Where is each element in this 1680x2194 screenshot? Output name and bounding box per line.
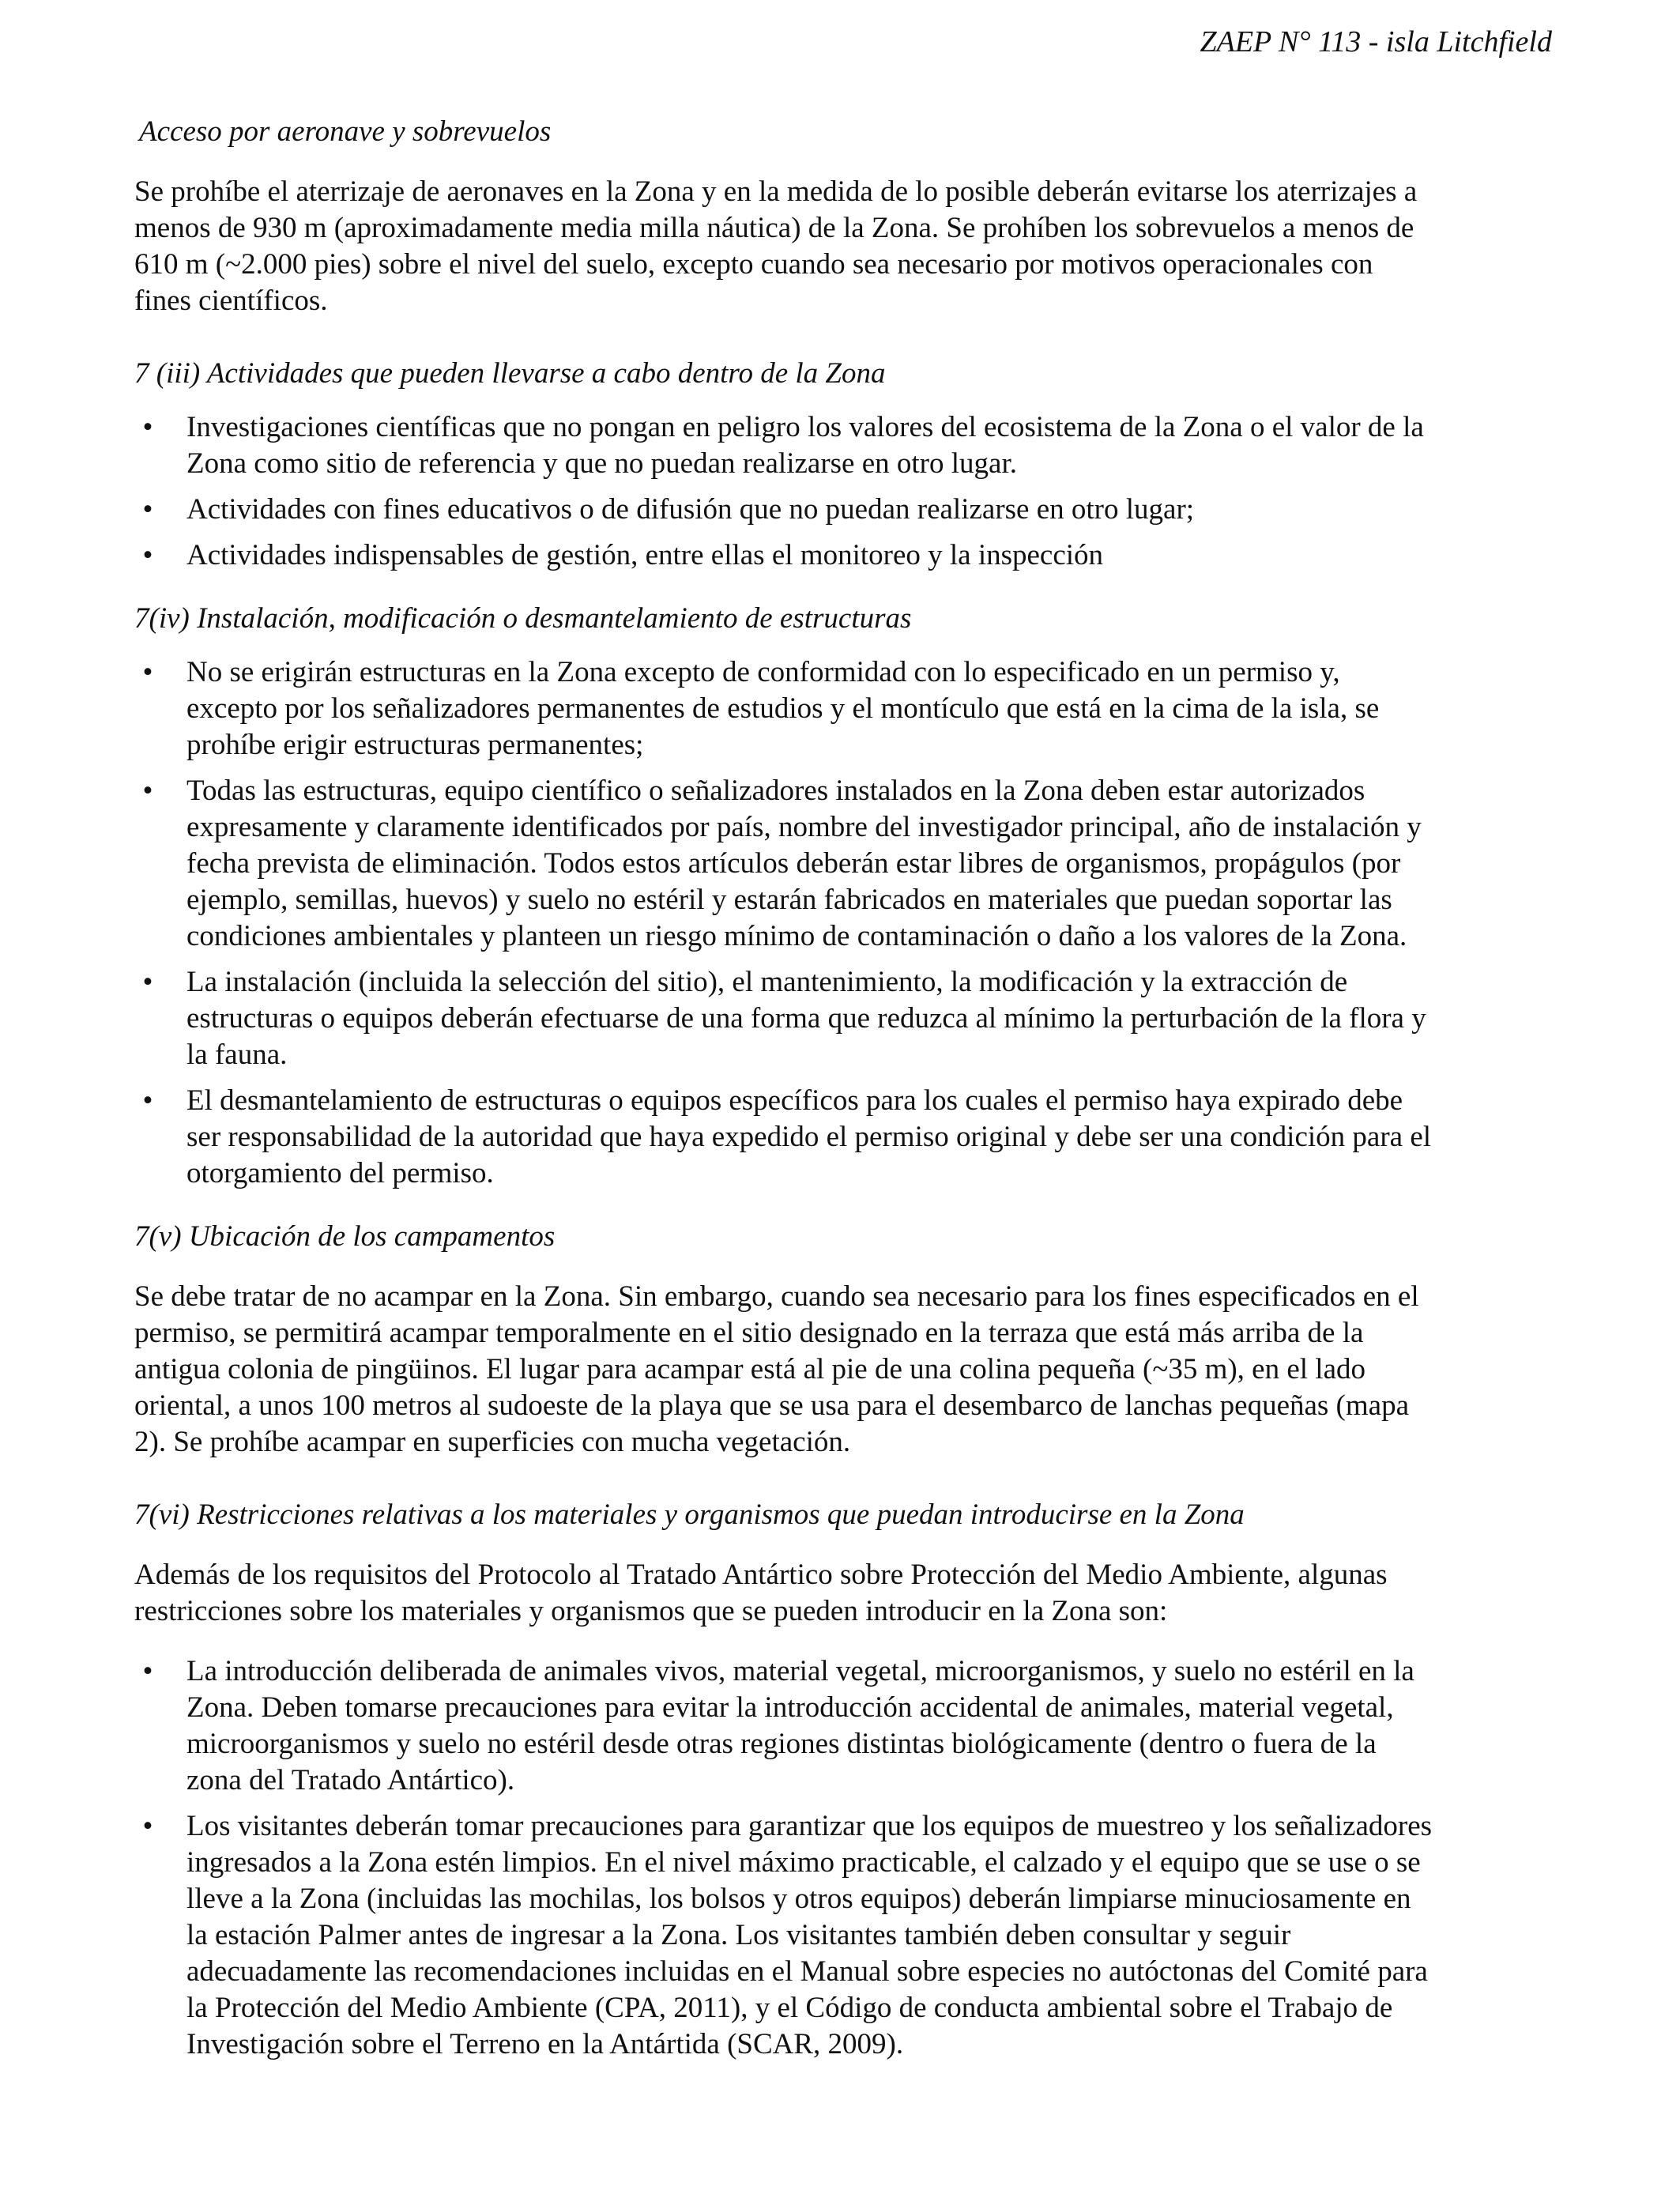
text-line: permiso, se permitirá acampar temporalmente en el sitio designado en la terraza que está más arriba de la [134,1317,1364,1349]
text-line: Investigaciones científicas que no pongan en peligro los valores del ecosistema de la Zona o el valor de la [186,411,1424,443]
text-line: 610 m (~2.000 pies) sobre el nivel del suelo, excepto cuando sea necesario por motivos operacionales con [134,248,1373,281]
text-line: lleve a la Zona (incluidas las mochilas, los bolsos y otros equipos) deberán limpiarse minuciosamente en [186,1883,1411,1915]
heading-aircraft-access: Acceso por aeronave y sobrevuelos [139,115,552,148]
text-line: fecha prevista de eliminación. Todos estos artículos deberán estar libres de organismos, propágulos (por [186,847,1401,880]
list-item [134,409,1549,482]
text-line: 2). Se prohíbe acampar en superficies con mucha vegetación. [134,1426,851,1458]
text-line: ser responsabilidad de la autoridad que haya expedido el permiso original y debe ser una condición para el [186,1121,1432,1153]
heading-camps: 7(v) Ubicación de los campamentos [134,1220,556,1253]
text-line: zona del Tratado Antártico). [186,1764,515,1796]
text-line: Actividades con fines educativos o de difusión que no puedan realizarse en otro lugar; [186,493,1195,526]
text-line: Además de los requisitos del Protocolo al Tratado Antártico sobre Protección del Medio Ambiente, algunas [134,1559,1388,1591]
list-item [134,1653,1549,1799]
paragraph-aircraft-access [134,174,1549,319]
text-line: prohíbe erigir estructuras permanentes; [186,729,644,761]
text-line: ejemplo, semillas, huevos) y suelo no estéril y estarán fabricados en materiales que puedan soportar las [186,884,1392,916]
text-line: restricciones sobre los materiales y organismos que se pueden introducir en la Zona son: [134,1595,1168,1627]
heading-materials: 7(vi) Restricciones relativas a los materiales y organismos que puedan introducirse en la Zona [134,1498,1245,1531]
text-line: El desmantelamiento de estructuras o equipos específicos para los cuales el permiso haya expirado debe [186,1084,1403,1117]
heading-permitted-activities: 7 (iii) Actividades que pueden llevarse a cabo dentro de la Zona [134,357,886,390]
text-line: Investigación sobre el Terreno en la Antártida (SCAR, 2009). [186,2028,904,2060]
text-line: antigua colonia de pingüinos. El lugar para acampar está al pie de una colina pequeña (~35 m), en el lado [134,1353,1366,1385]
text-line: la estación Palmer antes de ingresar a la Zona. Los visitantes también deben consultar y seguir [186,1919,1291,1951]
list-materials [134,1653,1549,2063]
text-line: estructuras o equipos deberán efectuarse de una forma que reduzca al mínimo la perturbación de la flora y [186,1002,1426,1035]
text-line: condiciones ambientales y planteen un riesgo mínimo de contaminación o daño a los valores de la Zona. [186,920,1407,952]
text-line: Zona. Deben tomarse precauciones para evitar la introducción accidental de animales, material vegetal, [186,1691,1394,1724]
text-line: La instalación (incluida la selección del sitio), el mantenimiento, la modificación y la extracción de [186,966,1348,998]
text-line: expresamente y claramente identificados por país, nombre del investigador principal, año de instalación y [186,811,1422,843]
text-line: fines científicos. [134,285,328,317]
text-line: la Protección del Medio Ambiente (CPA, 2011), y el Código de conducta ambiental sobre el Trabajo de [186,1992,1393,2024]
bullet-icon: • [142,411,153,443]
bullet-icon: • [142,966,153,998]
text-line: Zona como sitio de referencia y que no puedan realizarse en otro lugar. [186,447,1017,480]
list-item [134,1083,1549,1192]
text-line: microorganismos y suelo no estéril desde otras regiones distintas biológicamente (dentro o fuera de la [186,1728,1377,1760]
text-line: Se prohíbe el aterrizaje de aeronaves en la Zona y en la medida de lo posible deberán evitarse los aterrizajes a [134,175,1418,208]
list-item [134,537,1549,574]
bullet-icon: • [142,493,153,526]
text-line: No se erigirán estructuras en la Zona excepto de conformidad con lo especificado en un permiso y, [186,656,1340,688]
paragraph-camps [134,1279,1549,1461]
text-line: menos de 930 m (aproximadamente media milla náutica) de la Zona. Se prohíben los sobrevuelos a menos de [134,212,1414,244]
list-structures [134,654,1549,1192]
text-line: La introducción deliberada de animales vivos, material vegetal, microorganismos, y suelo no estéril en la [186,1655,1414,1687]
text-line: la fauna. [186,1039,288,1071]
paragraph-materials [134,1557,1549,1630]
text-line: otorgamiento del permiso. [186,1157,494,1189]
bullet-icon: • [142,1084,153,1117]
bullet-icon: • [142,1655,153,1687]
text-line: excepto por los señalizadores permanentes de estudios y el montículo que está en la cima de la isla, se [186,692,1380,725]
heading-structures: 7(iv) Instalación, modificación o desmantelamiento de estructuras [134,602,912,635]
running-header: ZAEP N° 113 - isla Litchfield [1200,25,1552,58]
bullet-icon: • [142,656,153,688]
bullet-icon: • [142,1810,153,1842]
text-line: Todas las estructuras, equipo científico o señalizadores instalados en la Zona deben estar autorizados [186,775,1365,807]
text-line: Se debe tratar de no acampar en la Zona. Sin embargo, cuando sea necesario para los fines especificados en el [134,1280,1419,1313]
list-item [134,492,1549,528]
bullet-icon: • [142,539,153,571]
list-item [134,773,1549,955]
text-line: Los visitantes deberán tomar precauciones para garantizar que los equipos de muestreo y los señalizadores [186,1810,1433,1842]
text-line: ingresados a la Zona estén limpios. En el nivel máximo practicable, el calzado y el equipo que se use o se [186,1846,1421,1879]
bullet-icon: • [142,775,153,807]
document-page [134,22,1552,2072]
list-item [134,654,1549,763]
list-permitted-activities [134,409,1549,574]
text-line: Actividades indispensables de gestión, entre ellas el monitoreo y la inspección [186,539,1104,571]
text-line: adecuadamente las recomendaciones incluidas en el Manual sobre especies no autóctonas del Comité para [186,1955,1428,1988]
text-line: oriental, a unos 100 metros al sudoeste de la playa que se usa para el desembarco de lanchas pequeñas (mapa [134,1389,1410,1422]
list-item [134,1808,1549,2063]
list-item [134,964,1549,1073]
